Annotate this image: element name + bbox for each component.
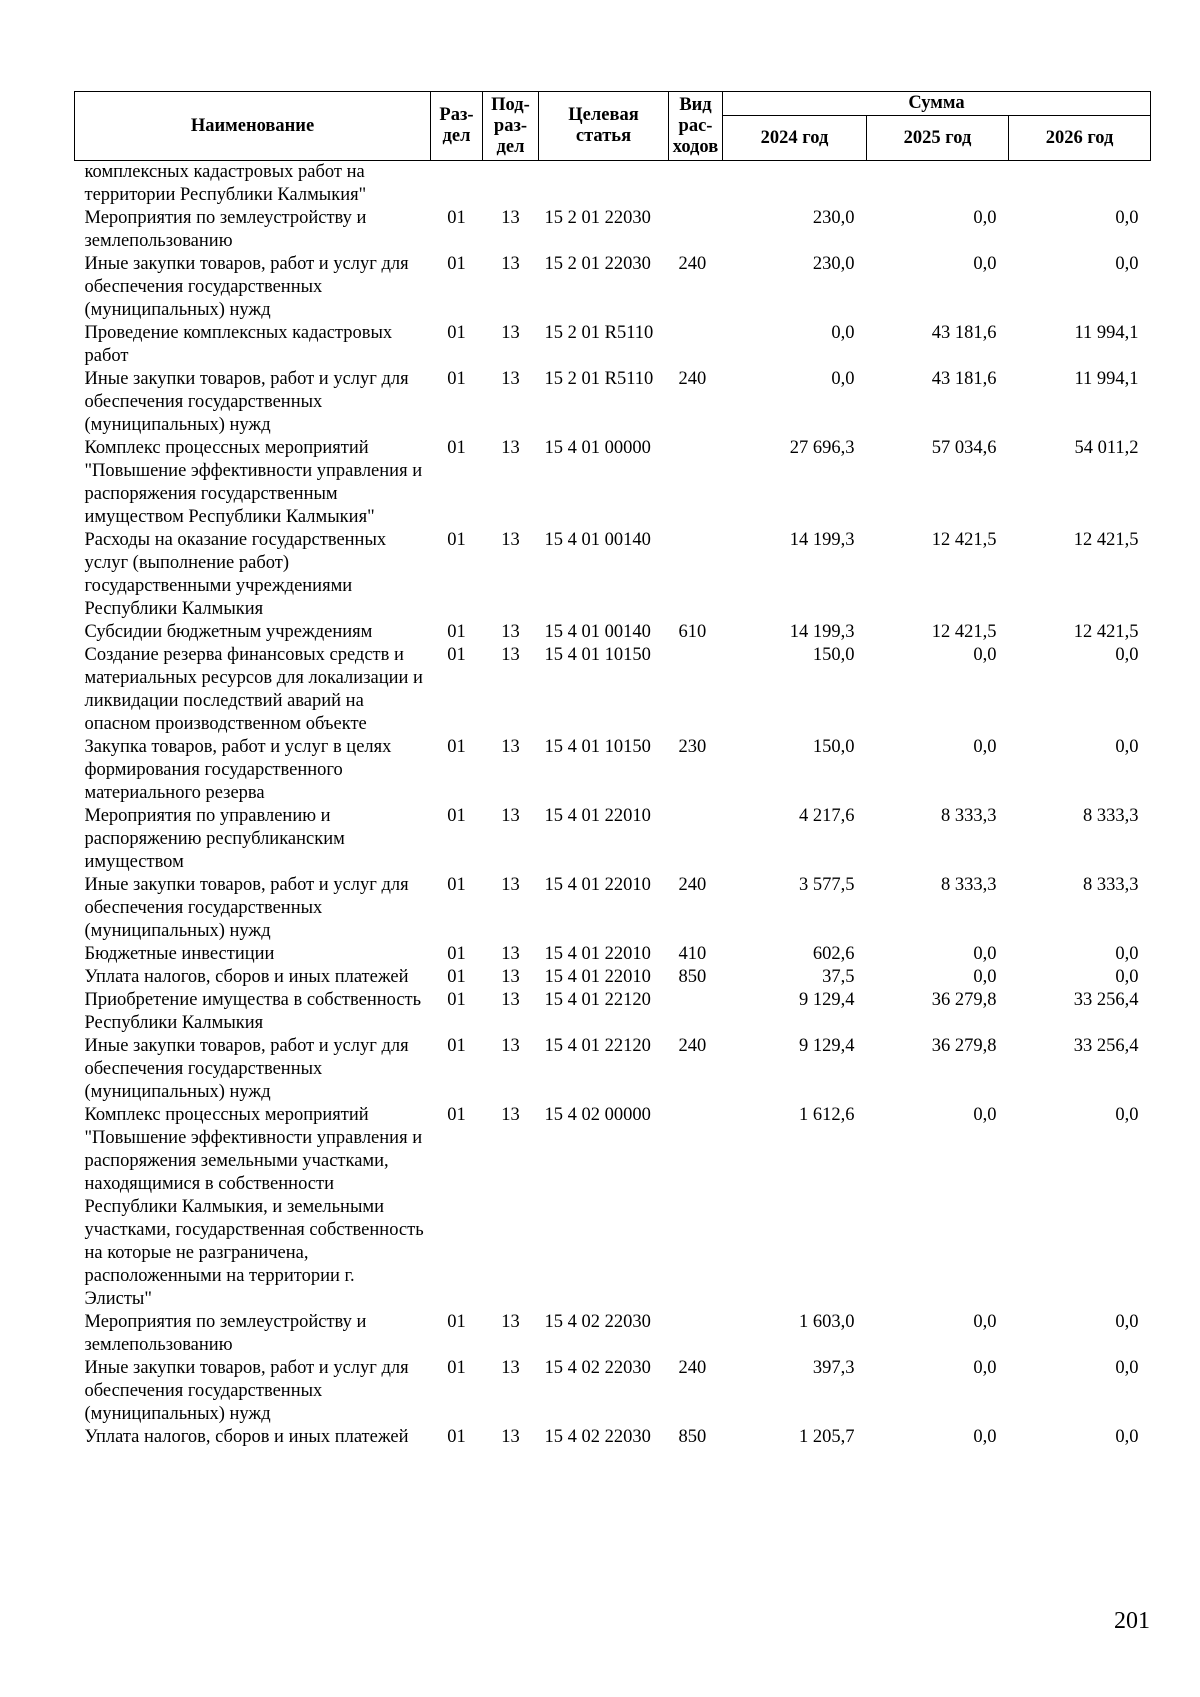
- row-sum-2026: 0,0: [1115, 944, 1139, 964]
- row-razdel: 01: [447, 1036, 466, 1056]
- row-podrazdel: 13: [501, 323, 520, 343]
- row-sum-2025: 36 279,8: [931, 990, 997, 1010]
- row-sum-2026: 0,0: [1115, 967, 1139, 987]
- row-vid: [669, 1104, 723, 1311]
- table-row: [75, 529, 1151, 621]
- row-sum-2025: 0,0: [973, 645, 997, 665]
- row-sum-2024: 230,0: [812, 254, 855, 274]
- row-sum-2026: 54 011,2: [1074, 438, 1139, 458]
- row-vid: 230: [678, 737, 707, 757]
- header-year-2025: 2025 год: [867, 116, 1009, 161]
- row-vid: 850: [678, 1427, 707, 1447]
- row-target: 15 4 01 22010: [544, 806, 651, 826]
- row-name: Уплата налогов, сборов и иных платежей: [84, 967, 409, 987]
- row-sum-2026: 0,0: [1115, 208, 1139, 228]
- table-row: [75, 943, 1151, 966]
- row-sum-2026: 0,0: [1115, 1358, 1139, 1378]
- table-row: [75, 161, 1151, 208]
- row-vid: [669, 161, 723, 208]
- row-razdel: 01: [447, 645, 466, 665]
- row-razdel: 01: [447, 323, 466, 343]
- table-row: [75, 644, 1151, 736]
- row-sum-2026: 0,0: [1115, 1427, 1139, 1447]
- row-razdel: 01: [447, 944, 466, 964]
- row-sum-2025: 0,0: [973, 1358, 997, 1378]
- row-vid: [669, 529, 723, 621]
- row-sum-2026: 11 994,1: [1074, 369, 1139, 389]
- header-razdel: Раз- дел: [431, 92, 483, 161]
- row-podrazdel: 13: [501, 1427, 520, 1447]
- row-sum-2024: 0,0: [831, 323, 855, 343]
- header-podrazdel: Под- раз- дел: [483, 92, 539, 161]
- row-name: Субсидии бюджетным учреждениям: [84, 622, 373, 642]
- row-sum-2025: 0,0: [973, 967, 997, 987]
- row-sum-2024: [723, 161, 867, 208]
- row-name: Мероприятия по управлению и распоряжению республиканским имуществом: [84, 806, 345, 872]
- row-name: Мероприятия по землеустройству и землепользованию: [84, 208, 367, 251]
- row-razdel: 01: [447, 806, 466, 826]
- row-name: Комплекс процессных мероприятий "Повышение эффективности управления и распоряжения земельными участками, находящимися в собственности Республики Калмыкия, и земельными участками, государственная собственность на которые не разграничена, расположенными на территории г. Элисты": [84, 1105, 424, 1309]
- row-razdel: 01: [447, 622, 466, 642]
- row-sum-2024: 3 577,5: [799, 875, 855, 895]
- row-sum-2026: 12 421,5: [1073, 530, 1139, 550]
- row-target: 15 2 01 R5110: [544, 369, 654, 389]
- row-podrazdel: 13: [501, 254, 520, 274]
- row-target: 15 4 01 00140: [544, 622, 651, 642]
- row-razdel: 01: [447, 875, 466, 895]
- row-sum-2026: 0,0: [1115, 1105, 1139, 1125]
- row-sum-2024: 14 199,3: [789, 530, 855, 550]
- row-sum-2024: 397,3: [812, 1358, 855, 1378]
- table-row: [75, 437, 1151, 529]
- row-razdel: 01: [447, 254, 466, 274]
- row-sum-2026: 0,0: [1115, 645, 1139, 665]
- row-vid: 240: [678, 1036, 707, 1056]
- budget-table: [74, 91, 1151, 1449]
- row-vid: [669, 805, 723, 874]
- row-sum-2024: 150,0: [812, 645, 855, 665]
- row-razdel: 01: [447, 438, 466, 458]
- row-sum-2025: 43 181,6: [931, 323, 997, 343]
- row-podrazdel: 13: [501, 1036, 520, 1056]
- row-sum-2025: 0,0: [973, 1312, 997, 1332]
- row-podrazdel: 13: [501, 622, 520, 642]
- row-sum-2025: 8 333,3: [941, 875, 997, 895]
- row-podrazdel: 13: [501, 1358, 520, 1378]
- table-row: [75, 322, 1151, 368]
- row-sum-2025: 12 421,5: [931, 622, 997, 642]
- row-target: 15 4 01 00140: [544, 530, 651, 550]
- row-sum-2025: [867, 161, 1009, 208]
- row-sum-2024: 1 603,0: [799, 1312, 855, 1332]
- row-podrazdel: 13: [501, 530, 520, 550]
- row-razdel: [431, 161, 483, 208]
- table-row: [75, 966, 1151, 989]
- header-name: Наименование: [75, 92, 431, 161]
- row-podrazdel: 13: [501, 1312, 520, 1332]
- row-podrazdel: 13: [501, 990, 520, 1010]
- row-sum-2026: 11 994,1: [1074, 323, 1139, 343]
- row-sum-2024: 1 612,6: [799, 1105, 855, 1125]
- row-razdel: 01: [447, 967, 466, 987]
- row-sum-2026: 8 333,3: [1083, 806, 1139, 826]
- row-vid: 240: [678, 875, 707, 895]
- row-sum-2025: 57 034,6: [931, 438, 997, 458]
- row-name: Иные закупки товаров, работ и услуг для обеспечения государственных (муниципальных) нужд: [84, 254, 409, 320]
- row-sum-2025: 0,0: [973, 208, 997, 228]
- row-vid: 850: [678, 967, 707, 987]
- row-target: 15 4 01 22010: [544, 967, 651, 987]
- row-sum-2025: 43 181,6: [931, 369, 997, 389]
- row-name: Бюджетные инвестиции: [84, 944, 275, 964]
- row-sum-2024: 0,0: [831, 369, 855, 389]
- header-year-2024: 2024 год: [723, 116, 867, 161]
- row-vid: 240: [678, 369, 707, 389]
- row-sum-2026: 0,0: [1115, 1312, 1139, 1332]
- row-podrazdel: [483, 161, 539, 208]
- row-podrazdel: 13: [501, 967, 520, 987]
- row-razdel: 01: [447, 1105, 466, 1125]
- row-vid: [669, 322, 723, 368]
- row-sum-2025: 12 421,5: [931, 530, 997, 550]
- row-name: Расходы на оказание государственных услуг (выполнение работ) государственными учреждениями Республики Калмыкия: [84, 530, 387, 619]
- row-target: 15 4 02 22030: [544, 1427, 651, 1447]
- row-name: Создание резерва финансовых средств и материальных ресурсов для локализации и ликвидации последствий аварий на опасном производственном объекте: [84, 645, 423, 734]
- row-podrazdel: 13: [501, 737, 520, 757]
- row-vid: 610: [678, 622, 707, 642]
- header-vid: Вид рас- ходов: [669, 92, 723, 161]
- row-podrazdel: 13: [501, 806, 520, 826]
- row-vid: [669, 207, 723, 253]
- row-vid: [669, 1311, 723, 1357]
- row-name: Комплекс процессных мероприятий "Повышение эффективности управления и распоряжения государственным имуществом Республики Калмыкия": [84, 438, 423, 527]
- row-sum-2024: 14 199,3: [789, 622, 855, 642]
- row-sum-2024: 230,0: [812, 208, 855, 228]
- row-name: Закупка товаров, работ и услуг в целях формирования государственного материального резерва: [84, 737, 392, 803]
- row-sum-2026: 33 256,4: [1073, 1036, 1139, 1056]
- row-name: Иные закупки товаров, работ и услуг для обеспечения государственных (муниципальных) нужд: [84, 875, 409, 941]
- table-row: [75, 621, 1151, 644]
- row-target: 15 4 01 22120: [544, 990, 651, 1010]
- table-row: [75, 1357, 1151, 1426]
- row-name: Иные закупки товаров, работ и услуг для обеспечения государственных (муниципальных) нужд: [84, 1358, 409, 1424]
- row-sum-2025: 0,0: [973, 737, 997, 757]
- row-sum-2025: 0,0: [973, 1427, 997, 1447]
- row-target: 15 4 01 22010: [544, 875, 651, 895]
- table-row: [75, 1426, 1151, 1449]
- table-row: [75, 368, 1151, 437]
- row-vid: 240: [678, 1358, 707, 1378]
- row-target: 15 2 01 22030: [544, 208, 651, 228]
- row-target: 15 4 02 22030: [544, 1312, 651, 1332]
- table-row: [75, 1311, 1151, 1357]
- row-sum-2025: 0,0: [973, 944, 997, 964]
- row-razdel: 01: [447, 737, 466, 757]
- page-number: 201: [1114, 1608, 1150, 1634]
- row-target: 15 4 01 22120: [544, 1036, 651, 1056]
- row-name: комплексных кадастровых работ на территории Республики Калмыкия": [84, 162, 367, 205]
- table-row: [75, 805, 1151, 874]
- row-sum-2024: 27 696,3: [789, 438, 855, 458]
- row-target: 15 4 02 00000: [544, 1105, 651, 1125]
- row-sum-2024: 37,5: [822, 967, 855, 987]
- table-row: [75, 207, 1151, 253]
- row-podrazdel: 13: [501, 208, 520, 228]
- row-name: Проведение комплексных кадастровых работ: [84, 323, 393, 366]
- row-razdel: 01: [447, 530, 466, 550]
- row-podrazdel: 13: [501, 944, 520, 964]
- row-target: 15 2 01 R5110: [544, 323, 654, 343]
- row-vid: [669, 989, 723, 1035]
- row-razdel: 01: [447, 1427, 466, 1447]
- row-target: 15 4 02 22030: [544, 1358, 651, 1378]
- row-razdel: 01: [447, 990, 466, 1010]
- row-sum-2025: 36 279,8: [931, 1036, 997, 1056]
- row-podrazdel: 13: [501, 369, 520, 389]
- row-name: Иные закупки товаров, работ и услуг для обеспечения государственных (муниципальных) нужд: [84, 1036, 409, 1102]
- table-header: [75, 92, 1151, 161]
- row-name: Иные закупки товаров, работ и услуг для обеспечения государственных (муниципальных) нужд: [84, 369, 409, 435]
- row-razdel: 01: [447, 208, 466, 228]
- row-name: Уплата налогов, сборов и иных платежей: [84, 1427, 409, 1447]
- row-podrazdel: 13: [501, 438, 520, 458]
- row-vid: [669, 437, 723, 529]
- row-podrazdel: 13: [501, 1105, 520, 1125]
- table-body: [75, 161, 1151, 1450]
- row-target: 15 4 01 10150: [544, 737, 651, 757]
- row-sum-2025: 8 333,3: [941, 806, 997, 826]
- row-sum-2024: 9 129,4: [799, 1036, 855, 1056]
- row-target: [539, 161, 669, 208]
- header-target: Целевая статья: [539, 92, 669, 161]
- row-sum-2026: 12 421,5: [1073, 622, 1139, 642]
- row-sum-2026: 33 256,4: [1073, 990, 1139, 1010]
- table-row: [75, 736, 1151, 805]
- row-vid: 410: [678, 944, 707, 964]
- row-sum-2026: [1009, 161, 1151, 208]
- row-name: Приобретение имущества в собственность Республики Калмыкия: [84, 990, 422, 1033]
- row-razdel: 01: [447, 1358, 466, 1378]
- row-sum-2024: 1 205,7: [799, 1427, 855, 1447]
- row-target: 15 4 01 00000: [544, 438, 651, 458]
- row-podrazdel: 13: [501, 645, 520, 665]
- header-year-2026: 2026 год: [1009, 116, 1151, 161]
- header-sum: Сумма: [723, 92, 1151, 116]
- table-row: [75, 989, 1151, 1035]
- table-row: [75, 253, 1151, 322]
- row-podrazdel: 13: [501, 875, 520, 895]
- row-sum-2025: 0,0: [973, 1105, 997, 1125]
- table-row: [75, 1035, 1151, 1104]
- row-sum-2025: 0,0: [973, 254, 997, 274]
- row-razdel: 01: [447, 1312, 466, 1332]
- table-row: [75, 1104, 1151, 1311]
- row-vid: 240: [678, 254, 707, 274]
- row-name: Мероприятия по землеустройству и землепользованию: [84, 1312, 367, 1355]
- row-target: 15 4 01 10150: [544, 645, 651, 665]
- row-sum-2024: 9 129,4: [799, 990, 855, 1010]
- row-razdel: 01: [447, 369, 466, 389]
- table-row: [75, 874, 1151, 943]
- row-sum-2026: 0,0: [1115, 737, 1139, 757]
- row-sum-2026: 0,0: [1115, 254, 1139, 274]
- row-target: 15 4 01 22010: [544, 944, 651, 964]
- row-target: 15 2 01 22030: [544, 254, 651, 274]
- row-sum-2026: 8 333,3: [1083, 875, 1139, 895]
- row-vid: [669, 644, 723, 736]
- row-sum-2024: 602,6: [812, 944, 855, 964]
- row-sum-2024: 150,0: [812, 737, 855, 757]
- row-sum-2024: 4 217,6: [799, 806, 855, 826]
